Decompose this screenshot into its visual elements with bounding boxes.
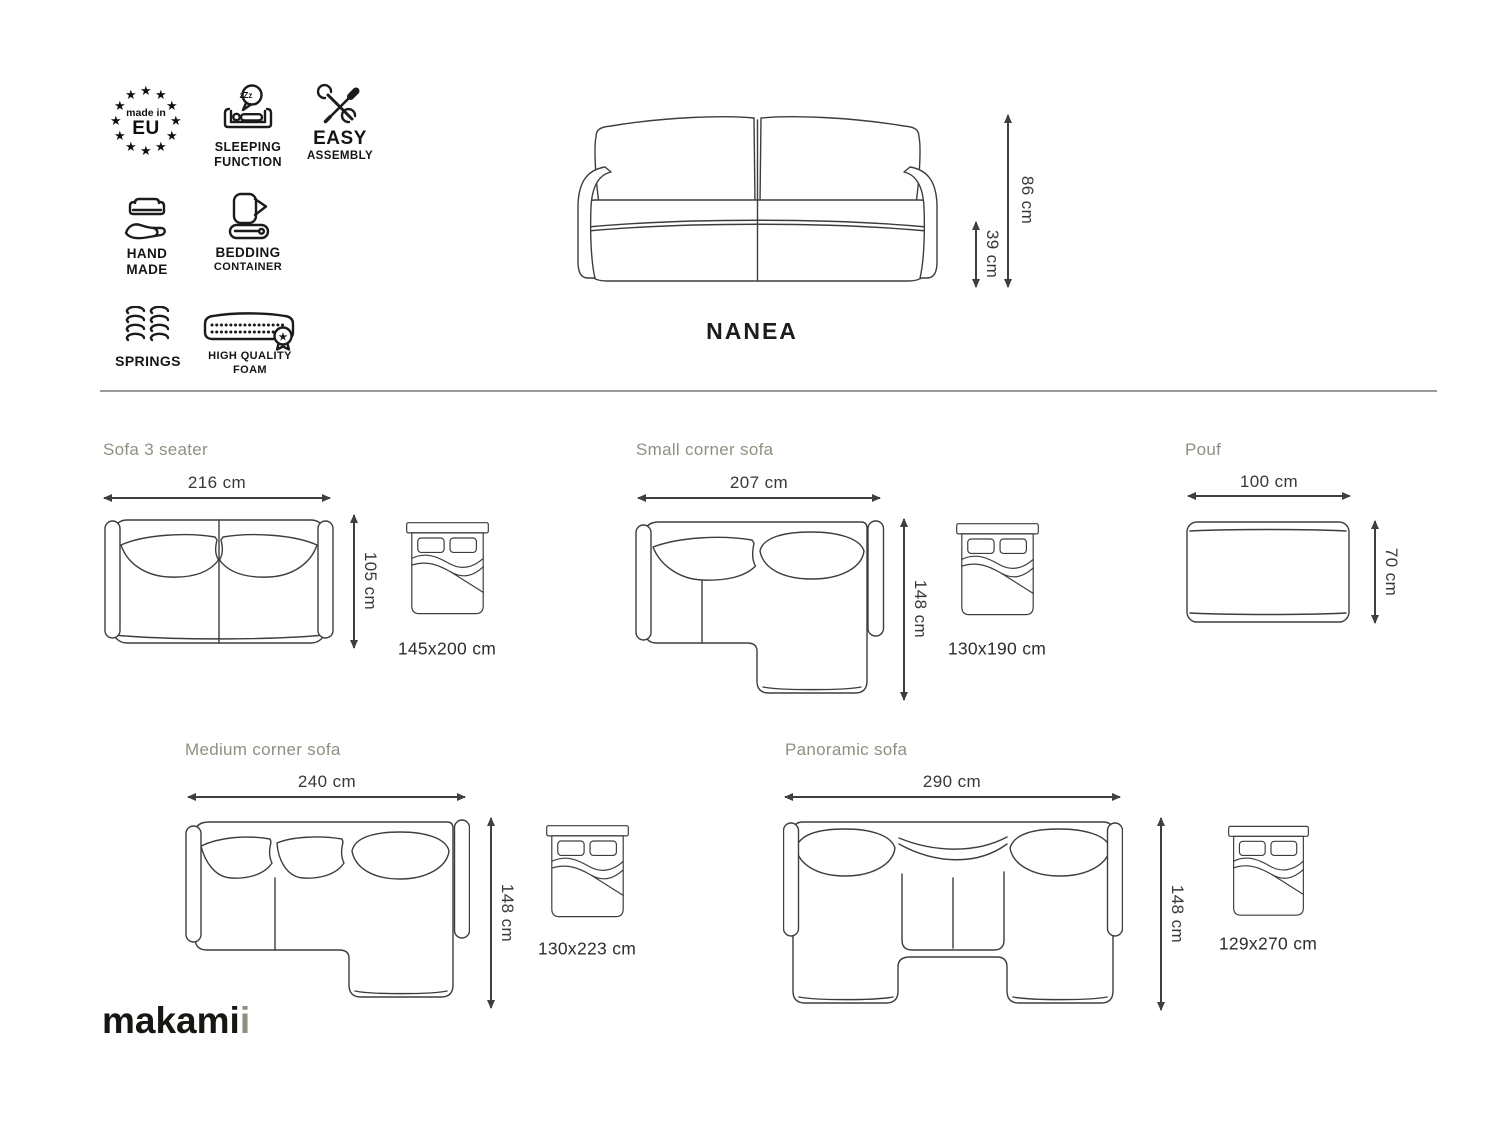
sofa-front-view-drawing <box>565 112 950 288</box>
star-icon: ★ <box>125 139 137 154</box>
makamii-logo <box>102 1000 250 1042</box>
star-icon: ★ <box>114 128 126 143</box>
panoramic-top-view <box>783 818 1123 1010</box>
badge-label-line: ASSEMBLY <box>306 150 374 162</box>
medium-corner-bed-size-label: 130x223 cm <box>537 938 637 959</box>
easy-label <box>300 128 380 150</box>
medium-corner-depth-label: 148 cm <box>498 883 517 943</box>
height-dim-arrow <box>1007 115 1009 287</box>
small-corner-depth-arrow <box>903 519 905 700</box>
sofa3-depth-label: 105 cm <box>361 551 380 611</box>
sofa3-bed-size-label: 145x200 cm <box>397 638 497 659</box>
panoramic-width-label: 290 cm <box>922 772 982 791</box>
star-icon: ★ <box>166 98 178 113</box>
sofa3-width-arrow <box>104 497 330 499</box>
star-icon: ★ <box>114 98 126 113</box>
badge-label-line: FOAM <box>233 364 267 376</box>
section-title-pouf: Pouf <box>1185 440 1222 459</box>
award-star-glyph: ★ <box>278 332 288 343</box>
made-in-eu-badge <box>110 83 182 158</box>
medium-corner-width-label: 240 cm <box>297 772 357 791</box>
pouf-depth-label: 70 cm <box>1382 547 1401 597</box>
sleeping-function-icon <box>222 84 274 136</box>
product-name: NANEA <box>706 318 798 344</box>
logo-text-primary: makami <box>102 1000 240 1041</box>
badge-label-line: SPRINGS <box>115 353 181 369</box>
eu-label: EU <box>132 118 160 139</box>
foam-label <box>200 364 300 377</box>
panoramic-bed-size-label: 129x270 cm <box>1218 933 1318 954</box>
medium-corner-depth-arrow <box>490 818 492 1008</box>
medium-corner-bed-icon <box>545 820 630 930</box>
medium-corner-top-view <box>185 818 470 1010</box>
bedding-container-icon <box>226 190 272 244</box>
high-quality-foam-icon <box>203 308 298 352</box>
high-quality-label <box>200 350 300 363</box>
zzz-glyphs: zZz <box>239 91 253 100</box>
hand-made-icon <box>121 190 173 244</box>
sleeping-function-label <box>198 140 298 170</box>
badge-label-line: HAND <box>126 246 168 261</box>
springs-icon <box>122 306 174 350</box>
bedding-label <box>198 245 298 261</box>
star-icon: ★ <box>140 143 152 158</box>
seat-height-dim-label: 39 cm <box>983 229 1002 279</box>
sofa3-depth-arrow <box>353 515 355 648</box>
panoramic-bed-icon <box>1227 822 1310 927</box>
section-title-medium-corner: Medium corner sofa <box>185 740 341 759</box>
star-icon: ★ <box>155 87 167 102</box>
section-title-small-corner: Small corner sofa <box>636 440 774 459</box>
badge-label-line: MADE <box>126 261 168 277</box>
small-corner-width-label: 207 cm <box>729 473 789 492</box>
small-corner-top-view <box>635 518 885 700</box>
badge-label-line: FUNCTION <box>214 154 282 169</box>
panoramic-depth-label: 148 cm <box>1168 884 1187 944</box>
pouf-width-label: 100 cm <box>1239 472 1299 491</box>
small-corner-width-arrow <box>638 497 880 499</box>
easy-assembly-icon <box>315 82 365 130</box>
panoramic-width-arrow <box>785 796 1120 798</box>
sofa3-bed-icon <box>405 518 490 626</box>
section-divider <box>100 390 1437 392</box>
logo-text-accent: i <box>239 1000 251 1041</box>
badge-label-line: SLEEPING <box>214 140 282 154</box>
star-icon: ★ <box>140 83 152 98</box>
medium-corner-width-arrow <box>188 796 465 798</box>
pouf-width-arrow <box>1188 495 1350 497</box>
springs-label <box>108 353 188 370</box>
pouf-top-view <box>1186 521 1350 623</box>
star-icon: ★ <box>155 139 167 154</box>
star-icon: ★ <box>170 113 182 128</box>
small-corner-depth-label: 148 cm <box>911 579 930 639</box>
assembly-label <box>300 150 380 164</box>
seat-height-dim-arrow <box>975 222 977 287</box>
container-label <box>198 261 298 274</box>
sofa3-width-label: 216 cm <box>187 473 247 492</box>
pouf-depth-arrow <box>1374 521 1376 623</box>
hand-made-label <box>107 246 187 278</box>
badge-label-line: CONTAINER <box>213 261 283 273</box>
star-icon: ★ <box>166 128 178 143</box>
small-corner-bed-size-label: 130x190 cm <box>947 638 1047 659</box>
badge-label-line: HIGH QUALITY <box>208 350 292 362</box>
made-in-label: made in <box>126 107 166 119</box>
height-dim-label: 86 cm <box>1018 175 1037 225</box>
star-icon: ★ <box>125 87 137 102</box>
section-title-panoramic: Panoramic sofa <box>785 740 908 759</box>
badge-label-line: BEDDING <box>215 245 281 260</box>
sofa-3-seater-top-view <box>103 515 335 648</box>
panoramic-depth-arrow <box>1160 818 1162 1010</box>
star-icon: ★ <box>110 113 122 128</box>
badge-label-line: EASY <box>313 128 367 149</box>
small-corner-bed-icon <box>955 518 1040 628</box>
section-title-sofa-3-seater: Sofa 3 seater <box>103 440 209 459</box>
